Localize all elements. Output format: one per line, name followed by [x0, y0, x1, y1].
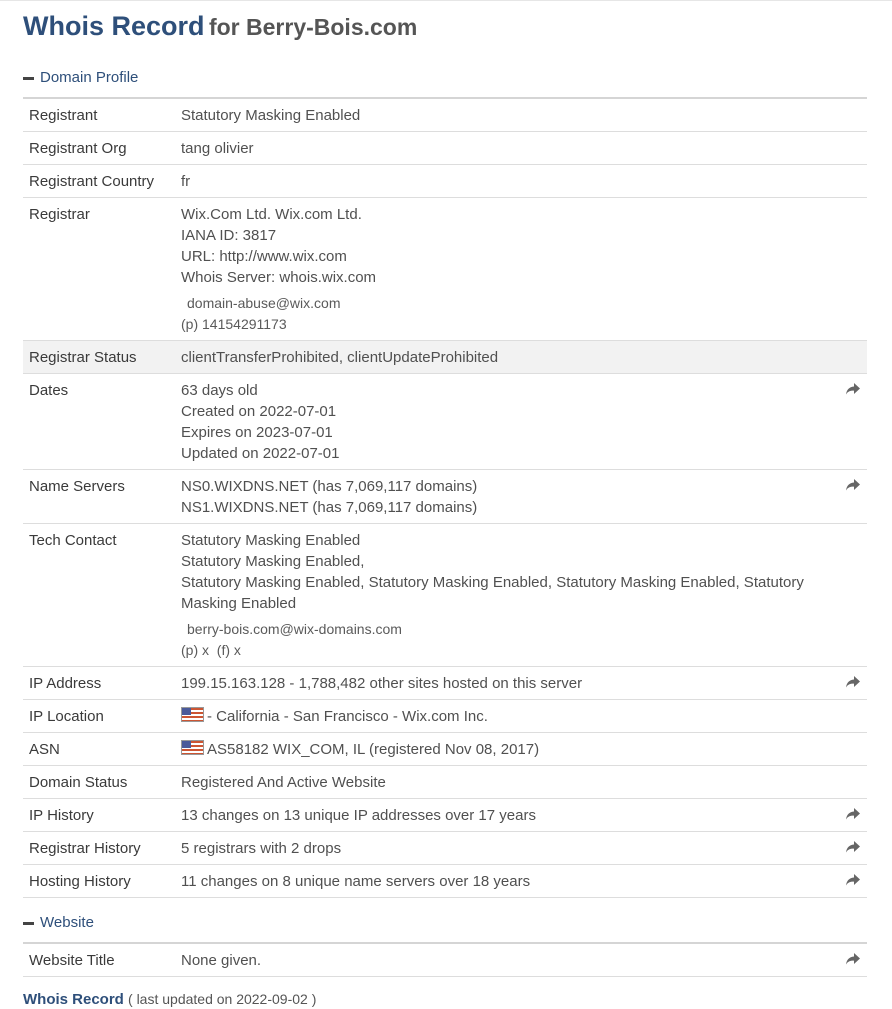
table-row	[23, 524, 867, 667]
last-updated: ( last updated on 2022-09-02 )	[128, 991, 317, 1007]
row-label: Registrant Country	[23, 165, 175, 198]
collapse-icon[interactable]	[23, 77, 34, 80]
name-server: NS0.WIXDNS.NET (has 7,069,117 domains)	[181, 478, 478, 495]
table-row	[23, 341, 867, 374]
ip-address-value	[175, 667, 867, 700]
ip-location-value	[175, 700, 867, 733]
row-label: Domain Status	[23, 766, 175, 799]
registrar-whois-server: Whois Server: whois.wix.com	[181, 269, 377, 286]
page-title	[23, 9, 867, 49]
share-icon[interactable]	[845, 952, 861, 966]
asn-text: AS58182 WIX_COM, IL (registered Nov 08, 2017)	[207, 741, 540, 758]
table-row	[23, 944, 867, 977]
created-date: Created on 2022-07-01	[181, 403, 337, 420]
asn-value	[175, 733, 867, 766]
table-row	[23, 700, 867, 733]
table-row	[23, 766, 867, 799]
ip-location-text: - California - San Francisco - Wix.com Inc.	[207, 708, 488, 725]
section-title: Website	[40, 914, 94, 931]
updated-date: Updated on 2022-07-01	[181, 445, 340, 462]
table-row	[23, 132, 867, 165]
page-title-main: Whois Record	[23, 11, 205, 41]
us-flag-icon	[181, 707, 204, 722]
page-title-domain: for Berry-Bois.com	[208, 14, 418, 40]
row-value: fr	[175, 165, 867, 198]
row-label: Registrant	[23, 99, 175, 132]
website-table	[23, 944, 867, 977]
table-row	[23, 865, 867, 898]
registrar-value	[175, 198, 867, 341]
tech-fax: x	[233, 642, 241, 658]
ip-address-text: 199.15.163.128 - 1,788,482 other sites hosted on this server	[181, 675, 583, 692]
table-row	[23, 733, 867, 766]
expires-date: Expires on 2023-07-01	[181, 424, 333, 441]
section-website[interactable]	[23, 912, 867, 934]
share-icon[interactable]	[845, 840, 861, 854]
share-icon[interactable]	[845, 382, 861, 396]
share-icon[interactable]	[845, 478, 861, 492]
row-value: tang olivier	[175, 132, 867, 165]
table-row	[23, 799, 867, 832]
table-row	[23, 832, 867, 865]
collapse-icon[interactable]	[23, 922, 34, 925]
registrar-name: Wix.Com Ltd. Wix.com Ltd.	[181, 206, 362, 223]
section-title: Domain Profile	[40, 69, 139, 86]
ip-history-value	[175, 799, 867, 832]
share-icon[interactable]	[845, 873, 861, 887]
row-label: Tech Contact	[23, 524, 175, 667]
name-servers-value	[175, 470, 867, 524]
row-value: Statutory Masking Enabled	[175, 99, 867, 132]
share-icon[interactable]	[845, 675, 861, 689]
fax-label: (f)	[216, 642, 231, 658]
website-title-text: None given.	[181, 952, 262, 969]
row-value: clientTransferProhibited, clientUpdateProhibited	[175, 341, 867, 374]
row-label: Registrar History	[23, 832, 175, 865]
table-row	[23, 165, 867, 198]
row-label: Registrant Org	[23, 132, 175, 165]
name-server: NS1.WIXDNS.NET (has 7,069,117 domains)	[181, 499, 478, 516]
row-label: IP Location	[23, 700, 175, 733]
share-icon[interactable]	[845, 807, 861, 821]
row-label: IP History	[23, 799, 175, 832]
row-label: ASN	[23, 733, 175, 766]
table-row	[23, 374, 867, 470]
tech-contact-line: Statutory Masking Enabled	[181, 532, 361, 549]
tech-contact-line: Statutory Masking Enabled,	[181, 553, 365, 570]
row-label: Registrar	[23, 198, 175, 341]
ip-history-text: 13 changes on 13 unique IP addresses over 17 years	[181, 807, 536, 824]
footer	[23, 991, 867, 1008]
website-title-value	[175, 944, 867, 977]
us-flag-icon	[181, 740, 204, 755]
dates-value	[175, 374, 867, 470]
phone-label: (p)	[181, 642, 199, 658]
tech-email: berry-bois.com@wix-domains.com	[187, 621, 402, 637]
table-row	[23, 99, 867, 132]
row-value: Registered And Active Website	[175, 766, 867, 799]
table-row	[23, 198, 867, 341]
hosting-history-text: 11 changes on 8 unique name servers over 18 years	[181, 873, 531, 890]
registrar-iana: IANA ID: 3817	[181, 227, 277, 244]
domain-profile-table	[23, 99, 867, 898]
hosting-history-value	[175, 865, 867, 898]
registrar-contact	[181, 292, 861, 335]
row-label: Dates	[23, 374, 175, 470]
tech-contact-value	[175, 524, 867, 667]
whois-container	[23, 1, 867, 1008]
row-label: Hosting History	[23, 865, 175, 898]
section-domain-profile[interactable]	[23, 67, 867, 89]
tech-phone: x	[202, 642, 210, 658]
phone-label: (p)	[181, 316, 199, 332]
row-label: Registrar Status	[23, 341, 175, 374]
registrar-email: domain-abuse@wix.com	[187, 295, 341, 311]
tech-contact-line: Statutory Masking Enabled, Statutory Masking Enabled, Statutory Masking Enabled, Statutory Masking Enabled	[181, 574, 804, 612]
registrar-url: URL: http://www.wix.com	[181, 248, 347, 265]
registrar-phone: 14154291173	[202, 316, 287, 332]
whois-record-link[interactable]: Whois Record	[23, 991, 124, 1008]
row-label: Name Servers	[23, 470, 175, 524]
domain-age: 63 days old	[181, 382, 258, 399]
row-label: IP Address	[23, 667, 175, 700]
table-row	[23, 667, 867, 700]
registrar-history-text: 5 registrars with 2 drops	[181, 840, 342, 857]
tech-contact-details	[181, 618, 861, 661]
registrar-history-value	[175, 832, 867, 865]
table-row	[23, 470, 867, 524]
row-label: Website Title	[23, 944, 175, 977]
